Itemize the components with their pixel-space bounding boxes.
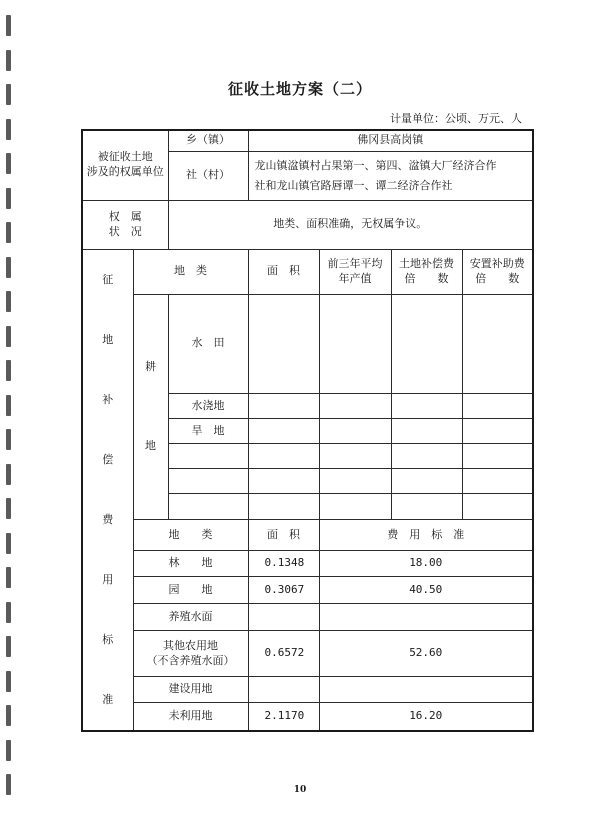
cell-land-mult	[391, 469, 462, 494]
fee-area-garden: 0.3067	[248, 577, 319, 604]
cultivated-type-blank	[168, 444, 248, 469]
binding-ring	[6, 326, 11, 347]
status-label	[82, 200, 168, 249]
cell-resettle-mult	[462, 469, 533, 494]
fee-type-aquaculture: 养殖水面	[133, 604, 248, 631]
side-label-char: 地	[102, 332, 114, 346]
ownership-label-line1: 被征收土地	[97, 150, 153, 164]
fee-standard-other-agri: 52.60	[319, 631, 533, 677]
village-value	[248, 151, 533, 200]
cultivated-label-bottom: 地	[145, 438, 156, 452]
side-label-char: 偿	[102, 452, 114, 466]
fee-header-standard: 费 用 标 准	[319, 520, 533, 551]
cell-resettle-mult	[462, 444, 533, 469]
header-land-type: 地 类	[133, 249, 248, 294]
side-label-char: 用	[102, 572, 114, 586]
header-resettle-multiple	[462, 249, 533, 294]
cell-avg	[319, 494, 391, 520]
cultivated-type-blank	[168, 494, 248, 520]
fee-type-other-agri-line2: （不含养殖水面）	[146, 653, 235, 667]
cell-avg	[319, 469, 391, 494]
village-value-line1: 龙山镇湓镇村占果第一、第四、湓镇大厂经济合作	[254, 159, 497, 173]
binding-ring	[6, 533, 11, 554]
fee-area-construction	[248, 677, 319, 703]
binding-ring	[6, 188, 11, 209]
header-avg-output-line1: 前三年平均	[327, 256, 383, 270]
page-number: 10	[293, 785, 307, 795]
township-label: 乡（镇）	[168, 130, 248, 151]
binding-ring	[6, 395, 11, 416]
ownership-label-line2: 涉及的权属单位	[86, 165, 164, 179]
village-label: 社（村）	[168, 151, 248, 200]
binding-ring	[6, 222, 11, 243]
cell-area	[248, 294, 319, 394]
side-label-char: 费	[102, 512, 114, 526]
cell-avg	[319, 294, 391, 394]
binding-ring	[6, 119, 11, 140]
township-value: 佛冈县高岗镇	[248, 130, 533, 151]
header-resettle-multiple-line1: 安置补助费	[469, 256, 525, 270]
cell-avg	[319, 444, 391, 469]
fee-type-other-agri	[133, 631, 248, 677]
fee-type-forest: 林 地	[133, 551, 248, 577]
village-value-line2: 社和龙山镇官路唇谭一、谭二经济合作社	[254, 178, 453, 192]
header-area: 面 积	[248, 249, 319, 294]
cell-land-mult	[391, 394, 462, 419]
cell-land-mult	[391, 419, 462, 444]
binding-ring	[6, 740, 11, 761]
binding-ring	[6, 153, 11, 174]
binding-ring	[6, 429, 11, 450]
binding-ring	[6, 636, 11, 657]
fee-type-construction: 建设用地	[133, 677, 248, 703]
side-label-char: 标	[102, 632, 114, 646]
cultivated-label-top: 耕	[145, 359, 156, 373]
fee-standard-aquaculture	[319, 604, 533, 631]
fee-type-other-agri-line1: 其他农用地	[163, 638, 218, 652]
cultivated-type-blank	[168, 469, 248, 494]
cultivated-type-paddy: 水 田	[168, 294, 248, 394]
cultivated-type-dry: 旱 地	[168, 419, 248, 444]
cell-resettle-mult	[462, 294, 533, 394]
fee-standard-unused: 16.20	[319, 703, 533, 731]
header-land-multiple-line1: 土地补偿费	[399, 256, 454, 270]
cell-avg	[319, 419, 391, 444]
header-avg-output	[319, 249, 391, 294]
cell-avg	[319, 394, 391, 419]
header-resettle-multiple-line2: 倍 数	[475, 271, 520, 285]
cell-area	[248, 469, 319, 494]
cell-land-mult	[391, 294, 462, 394]
header-avg-output-line2: 年产值	[338, 271, 372, 285]
cell-resettle-mult	[462, 494, 533, 520]
fee-area-aquaculture	[248, 604, 319, 631]
fee-area-other-agri: 0.6572	[248, 631, 319, 677]
cell-land-mult	[391, 494, 462, 520]
page-title: 征收土地方案（二）	[227, 80, 372, 98]
cultivated-label	[133, 294, 168, 520]
binding-ring	[6, 602, 11, 623]
unit-label: 计量单位：公顷、万元、人	[390, 112, 522, 125]
status-value: 地类、面积准确，无权属争议。	[168, 200, 533, 249]
cell-area	[248, 494, 319, 520]
header-land-multiple-line2: 倍 数	[404, 271, 449, 285]
binding-ring	[6, 15, 11, 36]
cell-resettle-mult	[462, 394, 533, 419]
fee-header-land-type: 地 类	[133, 520, 248, 551]
status-label-line1: 权 属	[108, 209, 142, 223]
cell-area	[248, 419, 319, 444]
cell-resettle-mult	[462, 419, 533, 444]
cell-land-mult	[391, 444, 462, 469]
header-land-multiple	[391, 249, 462, 294]
cultivated-type-irrigated: 水浇地	[168, 394, 248, 419]
side-label-char: 准	[102, 692, 114, 706]
fee-type-unused: 未利用地	[133, 703, 248, 731]
binding-ring	[6, 567, 11, 588]
fee-standard-forest: 18.00	[319, 551, 533, 577]
fee-standard-construction	[319, 677, 533, 703]
cell-area	[248, 444, 319, 469]
side-label-char: 征	[102, 272, 114, 286]
binding-ring	[6, 705, 11, 726]
side-label-char: 补	[102, 392, 114, 406]
compensation-side-label	[82, 249, 133, 731]
status-label-line2: 状 况	[108, 224, 142, 238]
binding-ring	[6, 671, 11, 692]
cell-area	[248, 394, 319, 419]
binding-ring	[6, 291, 11, 312]
binding-ring	[6, 257, 11, 278]
binding-margin	[0, 0, 24, 815]
fee-area-forest: 0.1348	[248, 551, 319, 577]
fee-header-area: 面 积	[248, 520, 319, 551]
fee-type-garden: 园 地	[133, 577, 248, 604]
fee-standard-garden: 40.50	[319, 577, 533, 604]
binding-ring	[6, 50, 11, 71]
ownership-row-label	[82, 130, 168, 200]
binding-ring	[6, 464, 11, 485]
fee-area-unused: 2.1170	[248, 703, 319, 731]
land-acquisition-table	[81, 129, 534, 732]
binding-ring	[6, 360, 11, 381]
binding-ring	[6, 498, 11, 519]
